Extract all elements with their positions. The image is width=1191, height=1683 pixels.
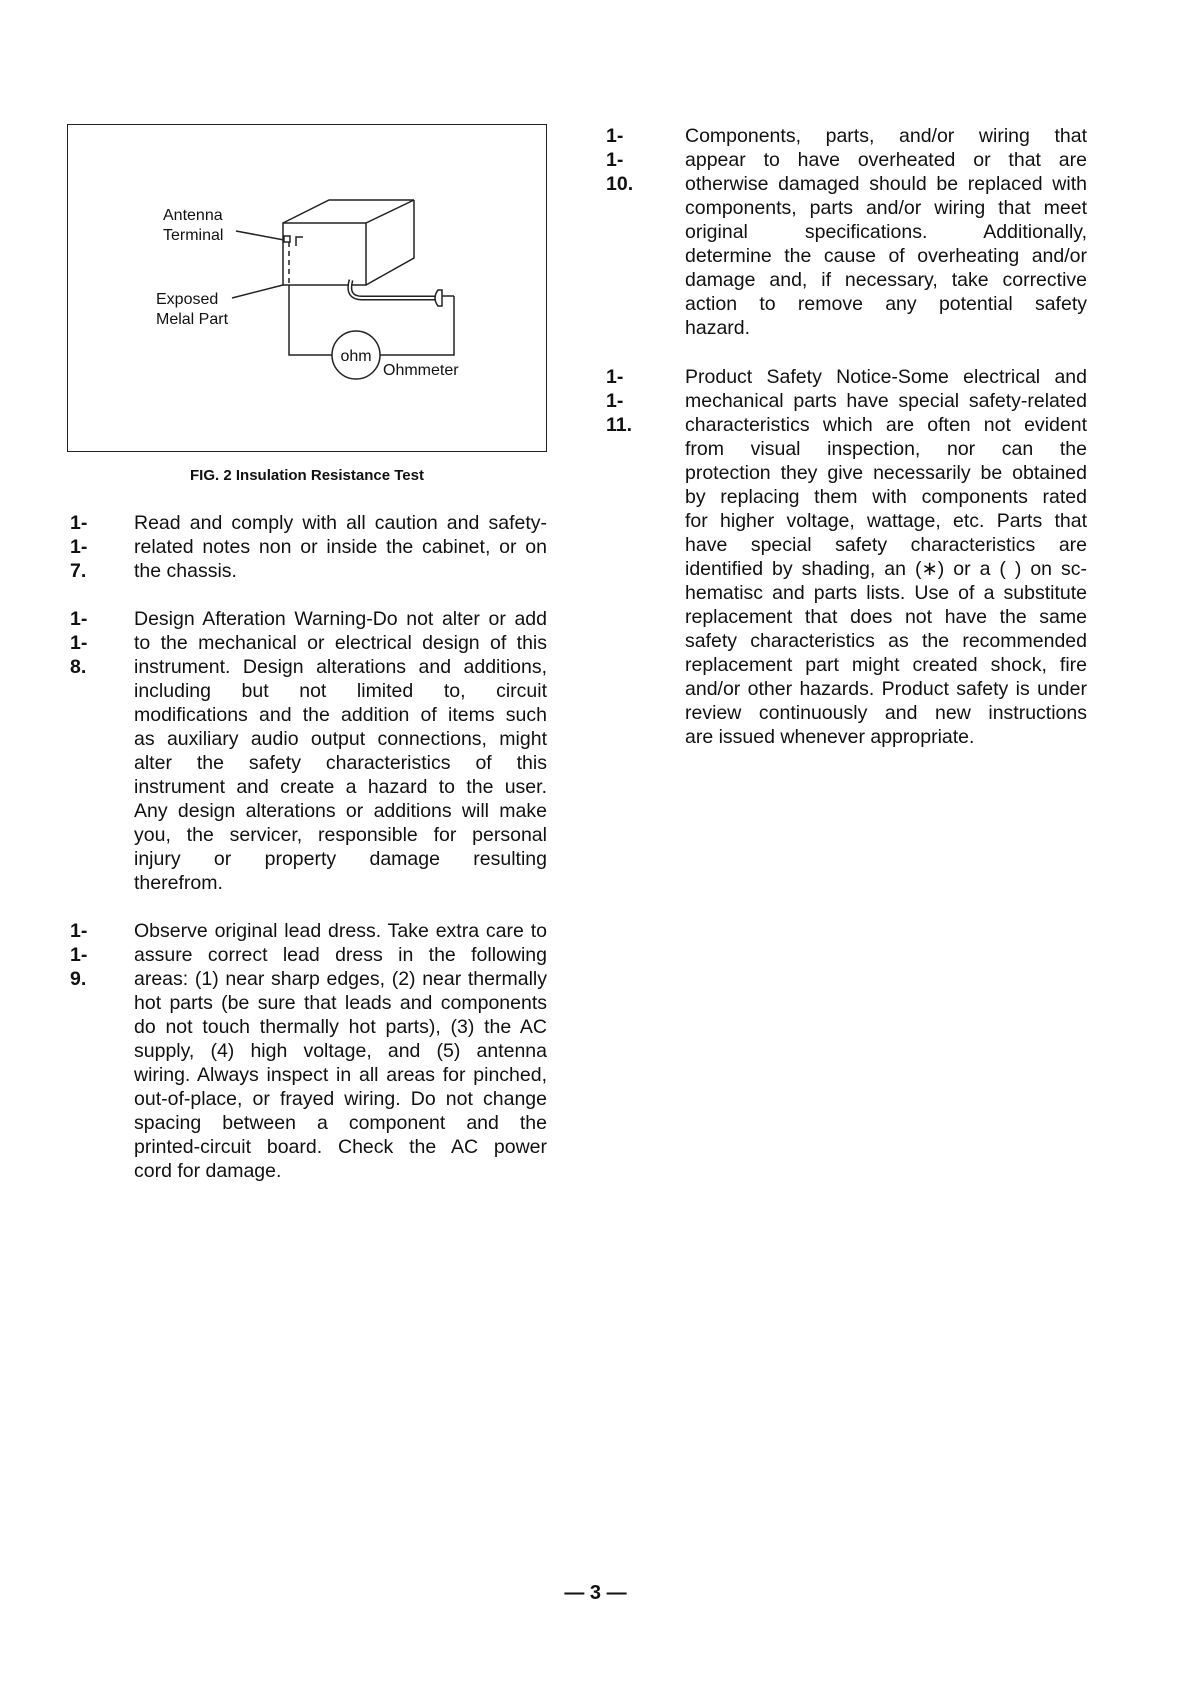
section-number: 1-1-8.	[70, 608, 88, 678]
figure-caption: FIG. 2 Insulation Resistance Test	[190, 467, 424, 484]
section-body	[685, 365, 1087, 749]
text-line: modifications and the addition of items such	[134, 704, 547, 726]
page-number: — 3 —	[564, 1582, 627, 1604]
text-line: instrument. Design alterations and additions,	[134, 656, 547, 678]
text-line: alter the safety characteristics of this	[134, 752, 547, 774]
text-line: as auxiliary audio output connections, might	[134, 728, 547, 750]
text-line: out-of-place, or frayed wiring. Do not change	[134, 1088, 547, 1110]
text-line: printed-circuit board. Check the AC power	[134, 1136, 547, 1158]
text-line: supply, (4) high voltage, and (5) antenna	[134, 1040, 547, 1062]
text-line: by replacing them with components rated	[685, 486, 1087, 508]
text-line: hematisc and parts lists. Use of a substitute	[685, 582, 1087, 604]
text-line: therefrom.	[134, 872, 223, 894]
text-line: the chassis.	[134, 560, 237, 582]
text-line: determine the cause of overheating and/or	[685, 245, 1087, 267]
antenna-label-1: Antenna	[163, 207, 223, 224]
text-line: are issued whenever appropriate.	[685, 726, 975, 748]
text-line: protection they give necessarily be obtained	[685, 462, 1087, 484]
section-body	[134, 919, 547, 1183]
exposed-leader	[232, 285, 283, 298]
text-line: original specifications. Additionally,	[685, 221, 1087, 243]
section-number: 1-1-11.	[606, 366, 633, 436]
exposed-label-2: Melal Part	[156, 311, 229, 328]
text-line: otherwise damaged should be replaced with	[685, 173, 1087, 195]
exposed-label-1: Exposed	[156, 291, 219, 308]
text-line: related notes non or inside the cabinet, or on	[134, 536, 547, 558]
text-line: characteristics which are often not evident	[685, 414, 1087, 436]
text-line: identified by shading, an (∗) or a ( ) on sc-	[685, 558, 1087, 580]
section-number: 1-1-9.	[70, 920, 88, 990]
wire-left	[289, 285, 332, 355]
ohm-label: ohm	[340, 348, 372, 365]
text-line: spacing between a component and the	[134, 1112, 547, 1134]
section-body	[685, 124, 1087, 340]
section-body	[134, 607, 547, 895]
text-line: do not touch thermally hot parts), (3) the AC	[134, 1016, 547, 1038]
text-line: mechanical parts have special safety-related	[685, 390, 1087, 412]
text-line: Any design alterations or additions will make	[134, 800, 547, 822]
text-line: areas: (1) near sharp edges, (2) near thermally	[134, 968, 547, 990]
text-line: have special safety characteristics are	[685, 534, 1087, 556]
text-line: you, the servicer, responsible for personal	[134, 824, 547, 846]
text-line: replacement that does not have the same	[685, 606, 1087, 628]
text-line: cord for damage.	[134, 1160, 282, 1182]
text-line: Read and comply with all caution and safety-	[134, 512, 547, 534]
text-line: damage and, if necessary, take corrective	[685, 269, 1087, 291]
text-line: injury or property damage resulting	[134, 848, 547, 870]
wire-right	[380, 296, 454, 355]
section-body	[134, 511, 547, 583]
text-line: for higher voltage, wattage, etc. Parts that	[685, 510, 1087, 532]
text-line: including but not limited to, circuit	[134, 680, 547, 702]
text-line: instrument and create a hazard to the user.	[134, 776, 547, 798]
antenna-label-2: Terminal	[163, 227, 224, 244]
text-line: action to remove any potential safety	[685, 293, 1087, 315]
text-line: Design Afteration Warning-Do not alter or add	[134, 608, 547, 630]
text-line: to the mechanical or electrical design of this	[134, 632, 547, 654]
text-line: safety characteristics as the recommended	[685, 630, 1087, 652]
text-line: Observe original lead dress. Take extra care to	[134, 920, 547, 942]
text-line: components, parts and/or wiring that meet	[685, 197, 1087, 219]
antenna-leader	[236, 231, 284, 240]
ohmmeter-label: Ohmmeter	[383, 362, 459, 379]
section-number: 1-1-7.	[70, 512, 88, 582]
text-line: replacement part might created shock, fire	[685, 654, 1087, 676]
text-line: Product Safety Notice-Some electrical and	[685, 366, 1087, 388]
text-line: hazard.	[685, 317, 751, 339]
text-line: assure correct lead dress in the following	[134, 944, 547, 966]
section-number: 1-1-10.	[606, 125, 634, 195]
cabinet-box	[283, 200, 414, 285]
text-line: review continuously and new instructions	[685, 702, 1087, 724]
text-line: hot parts (be sure that leads and components	[134, 992, 547, 1014]
text-line: wiring. Always inspect in all areas for pinched,	[134, 1064, 547, 1086]
text-line: appear to have overheated or that are	[685, 149, 1087, 171]
text-line: from visual inspection, nor can the	[685, 438, 1087, 460]
antenna-terminal	[284, 236, 303, 285]
text-line: and/or other hazards. Product safety is under	[685, 678, 1087, 700]
text-line: Components, parts, and/or wiring that	[685, 125, 1087, 147]
